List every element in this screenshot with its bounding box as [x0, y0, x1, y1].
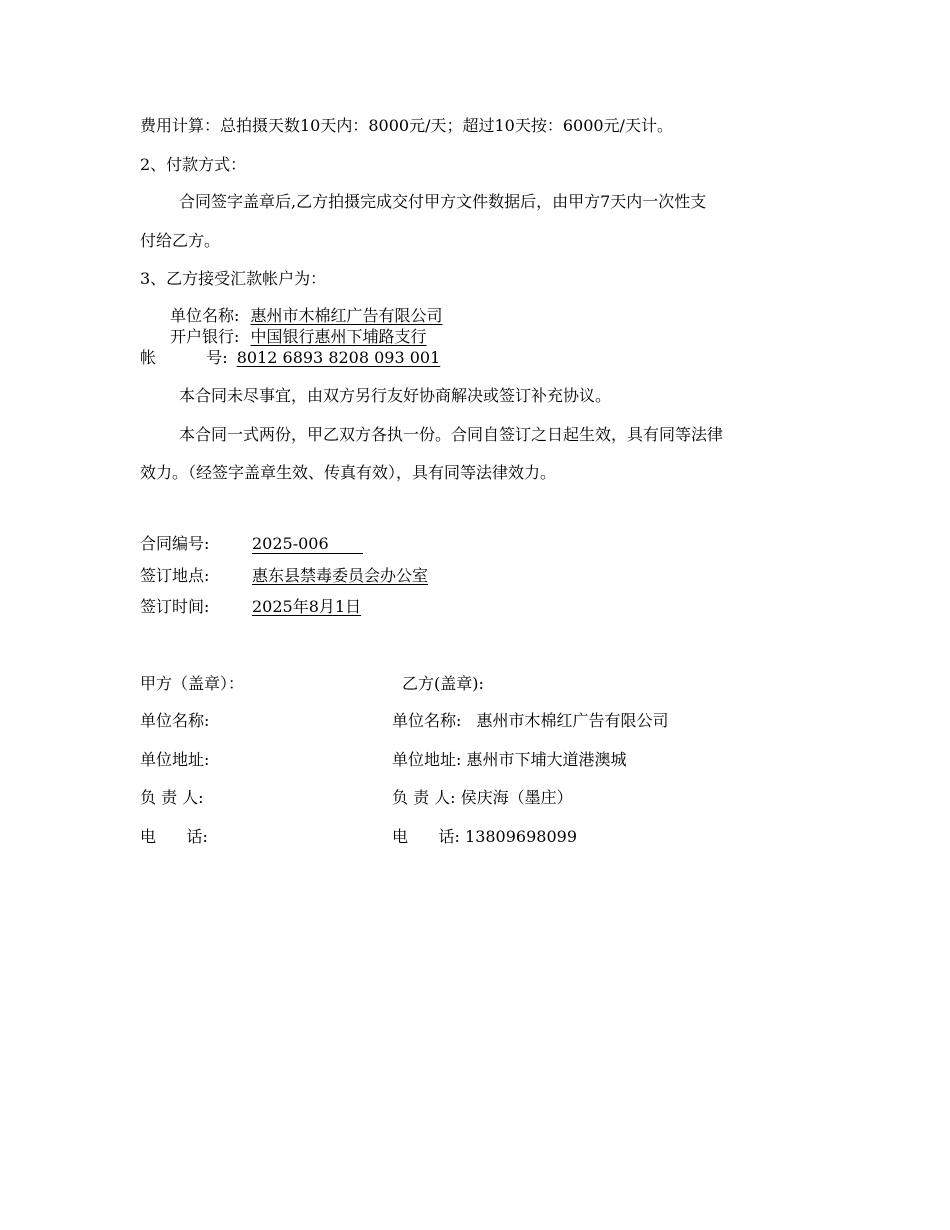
contract-time-value: 2025年8月1日	[252, 597, 362, 616]
party-b-phone-value: 13809698099	[465, 827, 577, 846]
payment-heading: 2、付款方式：	[140, 155, 247, 174]
account-number-row	[140, 348, 440, 368]
terms-line2: 本合同一式两份，甲乙双方各执一份。合同自签订之日起生效，具有同等法律	[179, 425, 724, 444]
party-b-phone-label: 电 话:	[392, 827, 460, 846]
party-b-name-value: 惠州市木棉红广告有限公司	[476, 711, 669, 730]
contract-place-field	[252, 566, 428, 586]
contract-place-label: 签订地点:	[140, 566, 210, 585]
account-number-label-first: 帐	[140, 348, 157, 367]
party-a-address-label: 单位地址:	[140, 750, 210, 769]
party-b-person-value: 侯庆海（墨庄）	[460, 788, 573, 807]
contract-number-field	[252, 534, 363, 554]
contract-number-value: 2025-006	[252, 534, 363, 554]
contract-time-label: 签订时间:	[140, 597, 210, 616]
party-b-title: 乙方(盖章):	[402, 674, 484, 693]
fee-calculation-text: 费用计算：总拍摄天数10天内：8000元/天；超过10天按：6000元/天计。	[140, 116, 673, 135]
account-number-value: 8012 6893 8208 093 001	[236, 348, 441, 367]
party-b-address-row	[392, 750, 627, 770]
account-number-label-second: 号:	[206, 348, 228, 367]
payment-body-line2: 付给乙方。	[140, 231, 221, 250]
account-bank-label: 开户银行:	[170, 327, 240, 346]
party-b-name-row	[392, 711, 669, 731]
party-a-person-label	[140, 788, 204, 808]
party-a-person-label-text: 负 责 人:	[140, 788, 204, 807]
party-b-address-value: 惠州市下埔大道港澳城	[466, 750, 627, 769]
party-b-person-row	[392, 788, 573, 808]
terms-line3: 效力。（经签字盖章生效、传真有效），具有同等法律效力。	[140, 463, 557, 482]
contract-time-field	[252, 597, 361, 617]
payment-body-line1: 合同签字盖章后,乙方拍摄完成交付甲方文件数据后，由甲方7天内一次性支	[179, 192, 707, 211]
account-heading: 3、乙方接受汇款帐户为：	[140, 269, 327, 288]
party-b-phone-row	[392, 827, 577, 847]
account-bank-value: 中国银行惠州下埔路支行	[250, 327, 427, 346]
party-b-address-label: 单位地址:	[392, 750, 462, 769]
party-a-name-label: 单位名称:	[140, 711, 210, 730]
terms-line1: 本合同未尽事宜，由双方另行友好协商解决或签订补充协议。	[179, 386, 612, 405]
party-a-title: 甲方（盖章）：	[140, 674, 245, 693]
party-a-phone-label-text: 电 话:	[140, 827, 208, 846]
party-b-person-label: 负 责 人:	[392, 788, 456, 807]
contract-place-value: 惠东县禁毒委员会办公室	[252, 566, 429, 585]
account-name-label: 单位名称:	[170, 306, 240, 325]
contract-number-label: 合同编号:	[140, 534, 210, 553]
account-name-row	[170, 306, 443, 326]
party-a-phone-label	[140, 827, 208, 847]
account-bank-row	[170, 327, 427, 347]
party-b-name-label: 单位名称:	[392, 711, 462, 730]
account-name-value: 惠州市木棉红广告有限公司	[250, 306, 443, 325]
